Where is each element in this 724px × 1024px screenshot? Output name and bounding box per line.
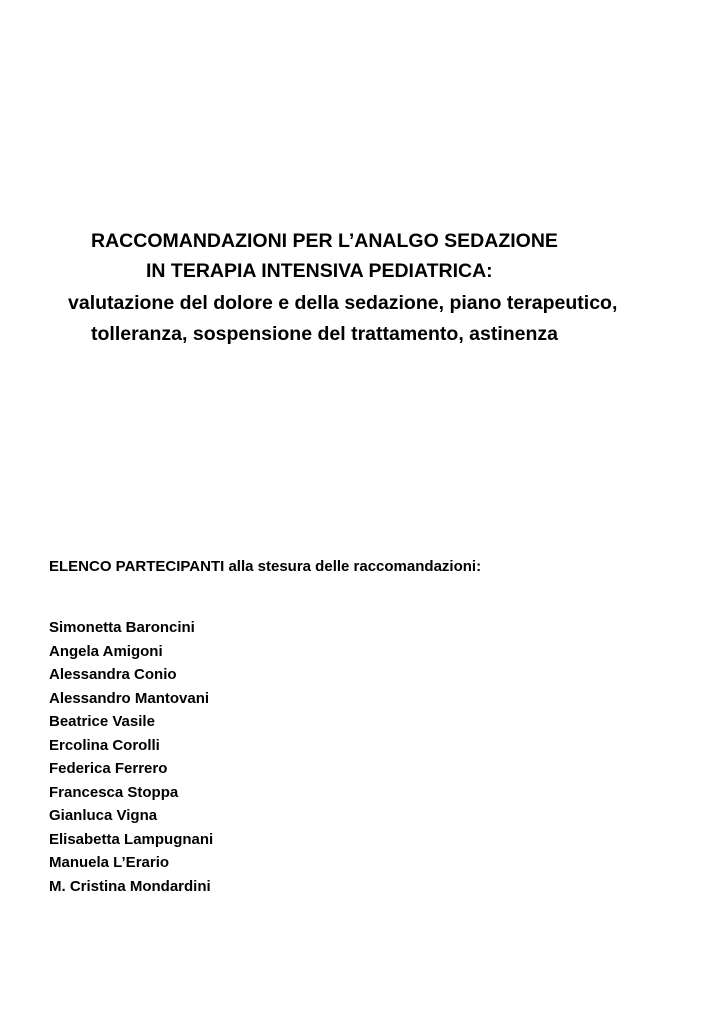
participant-name: Francesca Stoppa — [49, 783, 179, 801]
participants-heading-bold: ELENCO PARTECIPANTI — [49, 558, 225, 575]
participants-heading-rest: alla stesura delle raccomandazioni: — [224, 558, 482, 575]
title-line-4: tolleranza, sospensione del trattamento, astinenza — [91, 323, 559, 345]
title-line-1: RACCOMANDAZIONI PER L’ANALGO SEDAZIONE — [91, 230, 558, 252]
participant-name: Alessandro Mantovani — [49, 689, 210, 707]
title-line-2: IN TERAPIA INTENSIVA PEDIATRICA: — [146, 260, 493, 282]
participant-name: Angela Amigoni — [49, 642, 163, 660]
participant-name: Simonetta Baroncini — [49, 619, 195, 636]
participant-name: Federica Ferrero — [49, 760, 168, 777]
participant-name: Gianluca Vigna — [49, 807, 158, 824]
participant-name: Alessandra Conio — [49, 666, 177, 683]
participant-name: Elisabetta Lampugnani — [49, 830, 214, 848]
participant-name: M. Cristina Mondardini — [49, 877, 211, 895]
participants-heading — [49, 559, 481, 574]
participant-name: Manuela L’Erario — [49, 854, 170, 871]
participant-name: Beatrice Vasile — [49, 713, 155, 730]
participants-list — [49, 619, 213, 901]
participant-name: Ercolina Corolli — [49, 736, 160, 754]
title-line-3: valutazione del dolore e della sedazione, piano terapeutico, — [68, 292, 618, 314]
